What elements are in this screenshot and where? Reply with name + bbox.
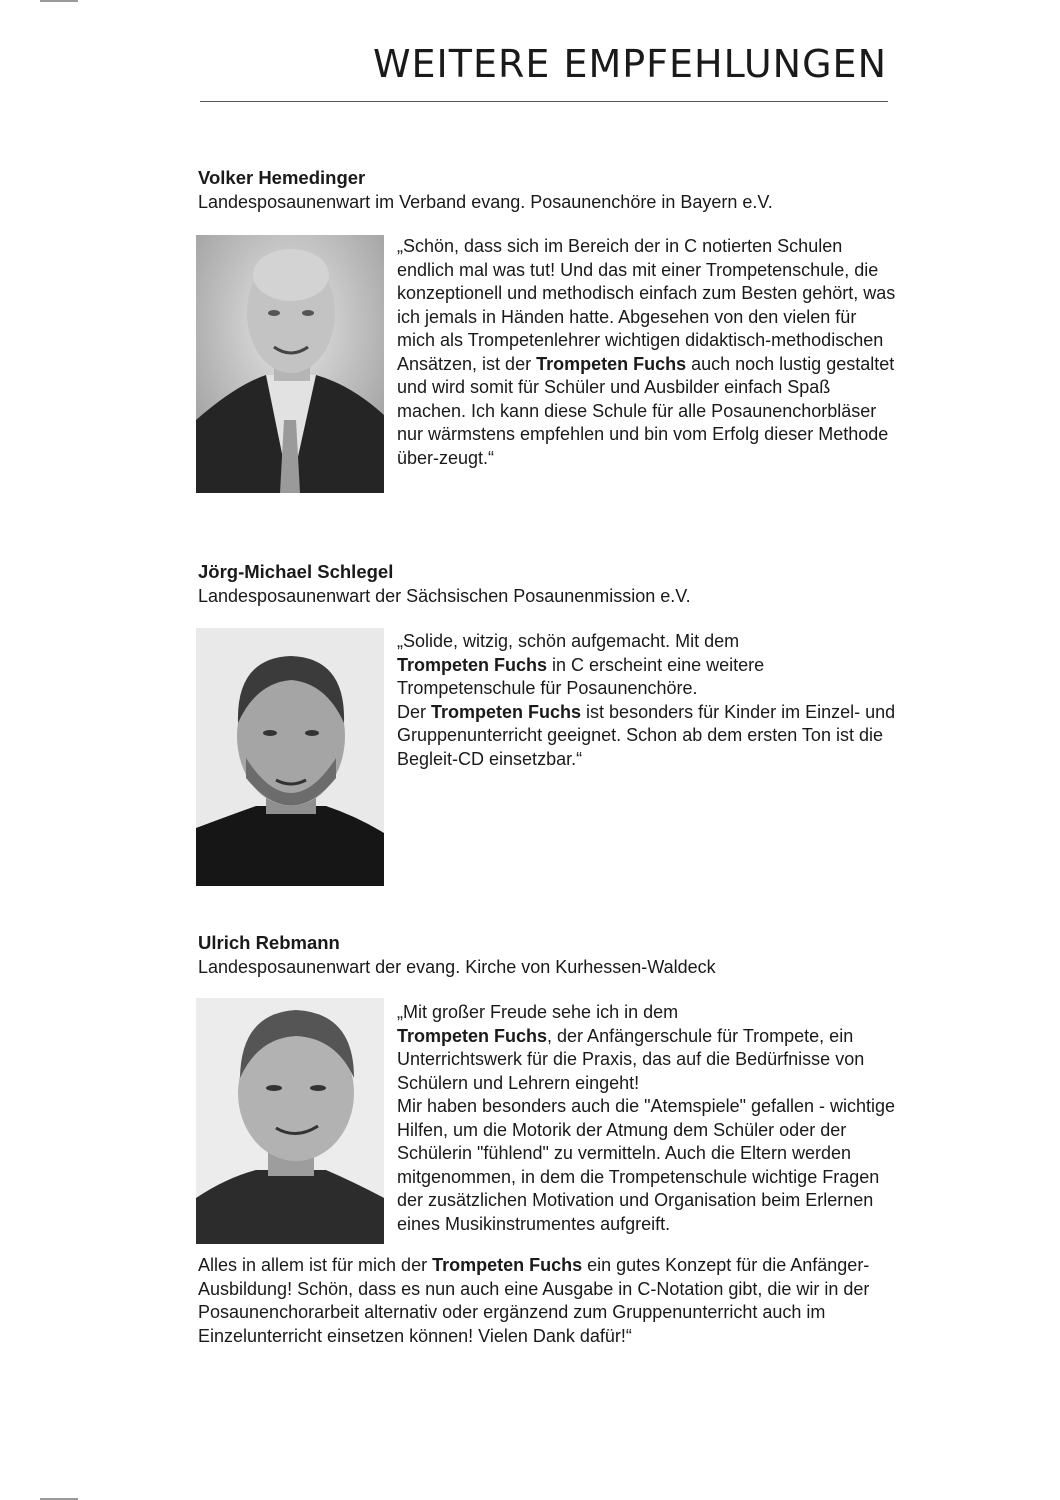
quote-text-2 <box>397 630 897 771</box>
recommendation-header-3 <box>198 931 888 979</box>
quote-line <box>397 701 897 772</box>
quote-line <box>397 654 897 701</box>
quote-segment: ein gutes Konzept für die Anfänger-Ausbildung! Schön, dass es nun auch eine Ausgabe in C-Notation gibt, die wir in der Posaunenchorarbeit alternativ oder ergänzend zum Gruppenunterricht auch im Einzelunterricht einsetzen können! Vielen Dank dafür!“ <box>198 1255 870 1346</box>
recommendation-header-1 <box>198 166 888 214</box>
person-name: Ulrich Rebmann <box>198 932 340 953</box>
quote-segment: „Schön, dass sich im Bereich der in C notierten Schulen endlich mal was tut! Und das mit einer Trompetenschule, die konzeptionell und methodisch einfach zum Besten gehört, was ich jemals in Händen hatte. Abgesehen von den vielen für mich als Trompetenlehrer wichtigen didaktisch-methodischen Ansätzen, ist der <box>397 236 896 374</box>
quote-segment: in C erscheint eine weitere Trompetenschule für Posaunenchöre. <box>397 654 765 698</box>
quote-emphasis: Trompeten Fuchs <box>432 1255 583 1275</box>
quote-line: Mir haben besonders auch die "Atemspiele" gefallen - wichtige Hilfen, um die Motorik der Atmung dem Schüler oder der Schülerin "fühlend" zu vermitteln. Auch die Eltern werden mitgenommen, in dem die Trompetenschule wichtige Fragen der zusätzlichen Motivation und Organisation beim Erlernen eines Musikinstrumentes aufgreift. <box>397 1096 896 1234</box>
page-title: WEITERE EMPFEHLUNGEN <box>372 42 887 86</box>
quote-segment: ist besonders für Kinder im Einzel- und Gruppenunterricht geeignet. Schon ab dem ersten Ton ist die Begleit-CD einsetzbar.“ <box>397 701 896 769</box>
title-divider <box>200 101 888 102</box>
quote-emphasis: Trompeten Fuchs <box>397 1025 548 1046</box>
crop-mark-top <box>40 0 78 2</box>
person-role: Landesposaunenwart im Verband evang. Posaunenchöre in Bayern e.V. <box>198 192 773 212</box>
quote-line <box>397 1025 897 1096</box>
portrait-photo-2 <box>196 628 384 886</box>
quote-segment: , der Anfängerschule für Trompete, ein Unterrichtswerk für die Praxis, das auf die Bedürfnisse von Schülern und Lehrern eingeht! <box>397 1025 865 1093</box>
quote-text-3 <box>397 1001 897 1236</box>
quote-line: „Mit großer Freude sehe ich in dem <box>397 1002 679 1022</box>
person-role: Landesposaunenwart der Sächsischen Posaunenmission e.V. <box>198 586 691 606</box>
quote-emphasis: Trompeten Fuchs <box>397 654 548 675</box>
quote-segment: Alles in allem ist für mich der <box>198 1255 433 1275</box>
person-role: Landesposaunenwart der evang. Kirche von Kurhessen-Waldeck <box>198 957 716 977</box>
person-name: Volker Hemedinger <box>198 167 366 188</box>
quote-emphasis: Trompeten Fuchs <box>431 701 582 722</box>
quote-line: „Solide, witzig, schön aufgemacht. Mit dem <box>397 631 740 651</box>
portrait-photo-3 <box>196 998 384 1244</box>
quote-emphasis: Trompeten Fuchs <box>536 353 687 374</box>
recommendation-header-2 <box>198 560 888 608</box>
quote-text-1 <box>397 235 897 470</box>
portrait-photo-1 <box>196 235 384 493</box>
quote-line <box>198 1254 888 1348</box>
quote-segment: Der <box>397 701 432 722</box>
person-name: Jörg-Michael Schlegel <box>198 561 394 582</box>
quote-segment: auch noch lustig gestaltet und wird somit für Schüler und Ausbilder einfach Spaß machen. Ich kann diese Schule für alle Posaunenchorbläser nur wärmstens empfehlen und bin vom Erfolg dieser Methode über-zeugt.“ <box>397 353 895 468</box>
quote-continuation-3 <box>198 1254 888 1348</box>
